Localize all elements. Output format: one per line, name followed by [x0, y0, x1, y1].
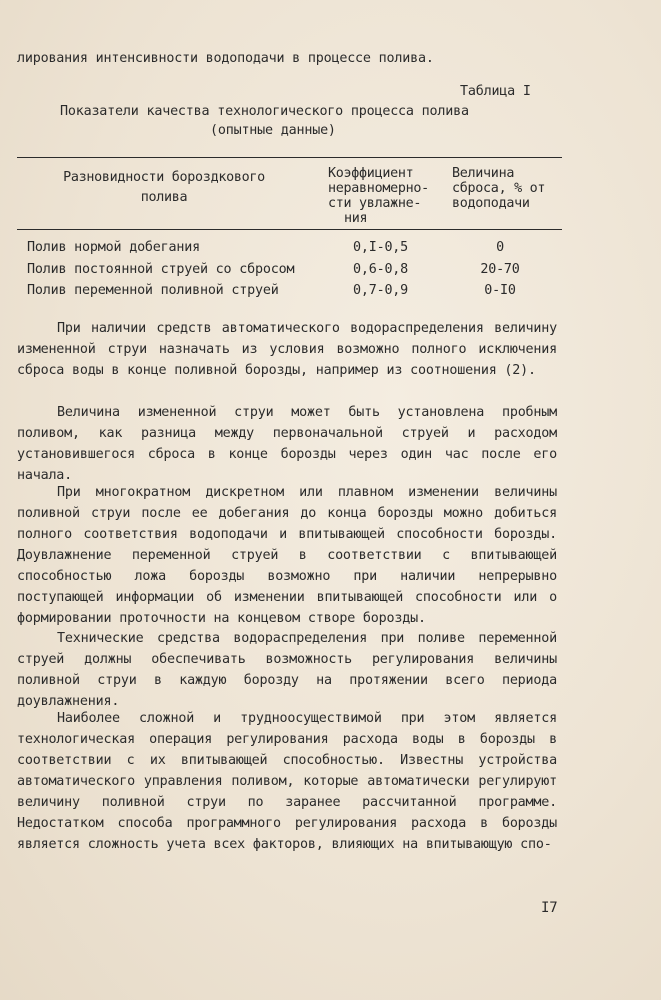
column-header-type	[44, 170, 284, 205]
page-number: I7	[541, 900, 558, 916]
column-header-coefficient-line: сти увлажне-	[328, 196, 422, 211]
row-name: Полив переменной поливной струей	[27, 283, 279, 298]
row-discharge: 20-70	[480, 262, 520, 277]
paragraph	[17, 482, 557, 629]
paragraph	[17, 318, 557, 381]
column-header-discharge-line: Величина	[452, 166, 515, 181]
column-header-discharge-line: водоподачи	[452, 196, 530, 211]
column-header-coefficient-line: неравномерно-	[328, 181, 429, 196]
table-subtitle: (опытные данные)	[210, 123, 336, 138]
table-top-rule	[17, 157, 562, 158]
paragraph-text: Наиболее сложной и трудноосуществимой при этом является технологическая операция регулирования расхода воды в борозды в соответствии с их впитывающей способностью. Известны устройства автоматического управления поливом, которые автоматически регулируют величину поливной струи по заранее рассчитанной программе. Недостатком способа программного регулирования расхода в борозды является сложность учета всех факторов, влияющих на впитывающую спо-	[17, 711, 557, 852]
table-header-rule	[17, 229, 562, 230]
column-header-type-line: Разновидности бороздкового	[63, 170, 265, 185]
paragraph	[17, 708, 557, 855]
column-header-coefficient	[328, 166, 429, 226]
row-coefficient: 0,I-0,5	[353, 240, 409, 255]
paragraph-text: При наличии средств автоматического водораспределения величину измененной струи назначать из условия возможно полного исключения сброса воды в конце поливной борозды, например из соотношения (2).	[17, 321, 557, 378]
table-label: Таблица I	[460, 84, 531, 99]
row-coefficient: 0,7-0,9	[353, 283, 409, 298]
column-header-discharge-line: сброса, % от	[452, 181, 546, 196]
row-discharge: 0-I0	[484, 283, 516, 298]
column-header-discharge	[452, 166, 545, 211]
paragraph	[17, 628, 557, 712]
intro-line: лирования интенсивности водоподачи в процессе полива.	[17, 51, 434, 66]
paragraph-text: Технические средства водораспределения при поливе переменной струей должны обеспечивать возможность регулирования величины поливной струи в каждую борозду на протяжении всего периода доувлажнения.	[17, 631, 557, 709]
column-header-coefficient-line: Коэффициент	[328, 166, 414, 181]
table-title: Показатели качества технологического процесса полива	[60, 104, 469, 119]
row-coefficient: 0,6-0,8	[353, 262, 409, 277]
column-header-coefficient-line: ния	[344, 211, 368, 226]
row-discharge: 0	[496, 240, 504, 255]
row-name: Полив нормой добегания	[27, 240, 200, 255]
paragraph-text: При многократном дискретном или плавном изменении величины поливной струи после ее добегания до конца борозды можно добиться полного соответствия водоподачи и впитывающей способности борозды. Доувлажнение переменной струей в соответствии с впитывающей способностью ложа борозды возможно при наличии непрерывно поступающей информации об изменении впитывающей способности или о формировании проточности на концевом створе борозды.	[17, 485, 557, 626]
row-name: Полив постоянной струей со сбросом	[27, 262, 295, 277]
paragraph	[17, 402, 557, 486]
column-header-type-line: полива	[140, 190, 188, 205]
paragraph-text: Величина измененной струи может быть установлена пробным поливом, как разница между первоначальной струей и расходом установившегося сброса в конце борозды через один час после его начала.	[17, 405, 557, 483]
